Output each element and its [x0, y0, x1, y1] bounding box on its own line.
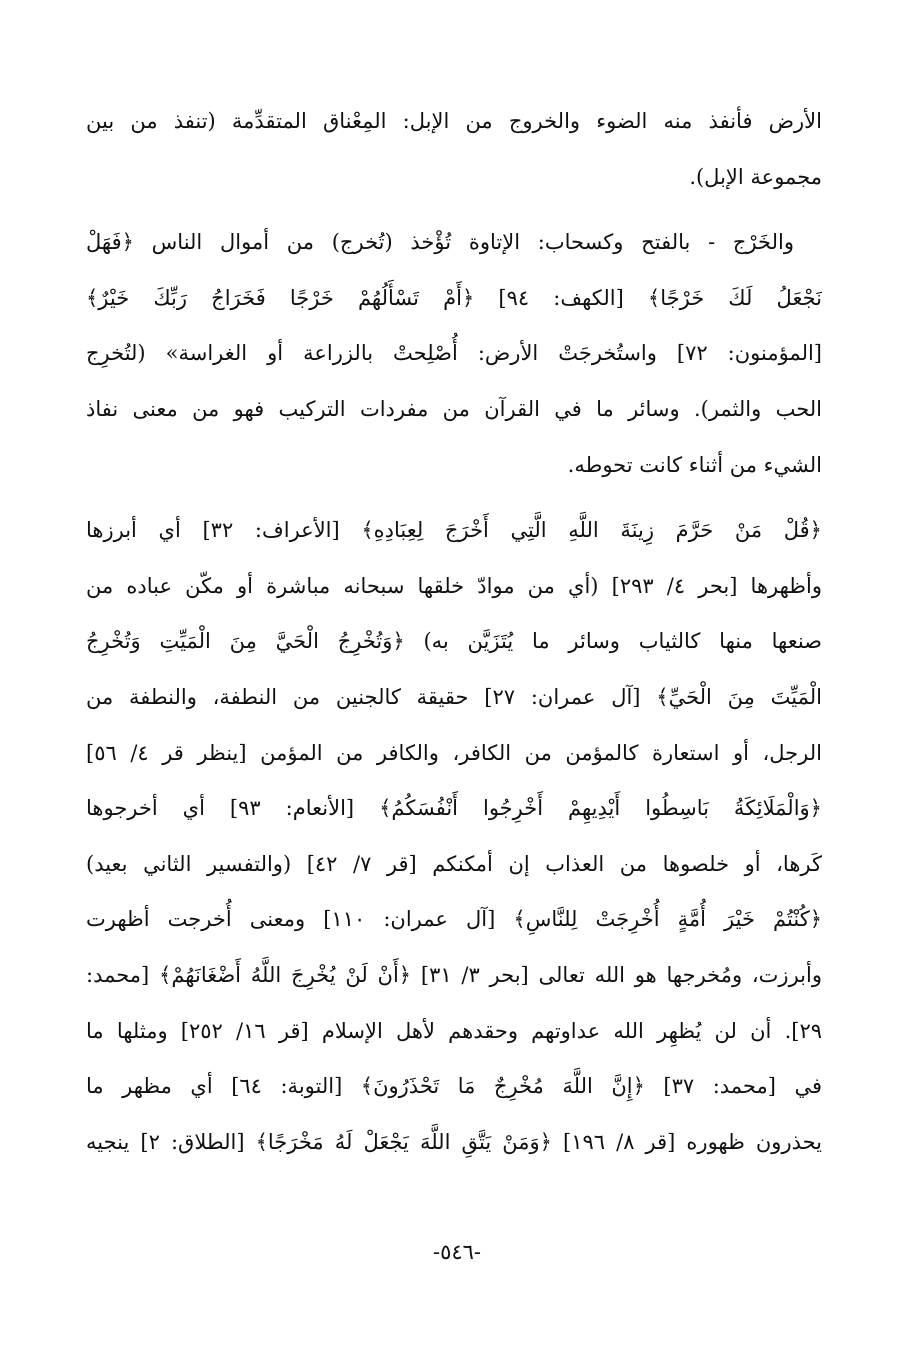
- text-line: الرجل، أو استعارة كالمؤمن من الكافر، والكافر من المؤمن [ينظر قر ٤/ ٥٦]: [86, 740, 822, 765]
- page-number: -٥٤٦-: [432, 1240, 482, 1264]
- text-line: الشيء من أثناء كانت تحوطه.: [567, 452, 822, 477]
- text-line: ﴿وَالْمَلَائِكَةُ بَاسِطُوا أَيْدِيهِمْ أَخْرِجُوا أَنْفُسَكُمُ﴾ [الأنعام: ٩٣] أي أخرجوها: [86, 796, 822, 821]
- text-line: ﴿كُنْتُمْ خَيْرَ أُمَّةٍ أُخْرِجَتْ لِلنَّاسِ﴾ [آل عمران: ١١٠] ومعنى أُخرجت أظهرت: [86, 907, 822, 932]
- text-line: الحب والثمر). وسائر ما في القرآن من مفردات التركيب فهو من معنى نفاذ: [86, 396, 822, 421]
- text-line: وأبرزت، ومُخرجها هو الله تعالى [بحر ٣/ ٣١] ﴿أَنْ لَنْ يُخْرِجَ اللَّهُ أَضْغَانَهُمْ﴾ [محمد:: [86, 962, 822, 987]
- text-line: والخَرْج - بالفتح وكسحاب: الإتاوة تُؤْخذ (تُخرج) من أموال الناس ﴿فَهَلْ: [86, 230, 794, 255]
- text-line: صنعها منها كالثياب وسائر ما يُتَزَيَّن به) ﴿وَتُخْرِجُ الْحَيَّ مِنَ الْمَيِّتِ وَتُخْرِجُ: [86, 629, 822, 654]
- text-line: مجموعة الإبل).: [689, 164, 822, 189]
- text-line: ٢٩]. أن لن يُظهِر الله عداوتهم وحقدهم لأهل الإسلام [قر ١٦/ ٢٥٢] ومثلها ما: [86, 1018, 822, 1043]
- paragraph: [86, 215, 822, 493]
- text-line: كَرها، أو خلصوها من العذاب إن أمكنكم [قر ٧/ ٤٢] (والتفسير الثاني بعيد): [86, 851, 822, 876]
- text-line: الأرض فأنفذ منه الضوء والخروج من الإبل: المِعْناق المتقدِّمة (تنفذ من بين: [86, 109, 822, 133]
- paragraph: [86, 503, 822, 1170]
- text-line: وأظهرها [بحر ٤/ ٢٩٣] (أي من موادّ خلقها سبحانه مباشرة أو مكّن عباده من: [86, 573, 822, 598]
- text-line: في [محمد: ٣٧] ﴿إِنَّ اللَّهَ مُخْرِجٌ مَا تَحْذَرُونَ﴾ [التوبة: ٦٤] أي مظهر ما: [86, 1074, 822, 1099]
- text-line: الْمَيِّتَ مِنَ الْحَيِّ﴾ [آل عمران: ٢٧] حقيقة كالجنين من النطفة، والنطفة من: [86, 684, 822, 709]
- text-line: يحذرون ظهوره [قر ٨/ ١٩٦] ﴿وَمَنْ يَتَّقِ اللَّهَ يَجْعَلْ لَهُ مَخْرَجًا﴾ [الطلاق: ٢] ينجيه: [86, 1129, 822, 1154]
- text-line: ﴿قُلْ مَنْ حَرَّمَ زِينَةَ اللَّهِ الَّتِي أَخْرَجَ لِعِبَادِهِ﴾ [الأعراف: ٣٢] أي أبرزها: [86, 518, 822, 543]
- paragraph-gap: [86, 493, 822, 503]
- paragraph: [86, 94, 822, 205]
- document-body: [86, 94, 822, 1170]
- text-line: نَجْعَلُ لَكَ خَرْجًا﴾ [الكهف: ٩٤] ﴿أَمْ تَسْأَلُهُمْ خَرْجًا فَخَرَاجُ رَبِّكَ خَيْرٌ﴾: [86, 285, 822, 310]
- paragraph-gap: [86, 205, 822, 215]
- text-line: [المؤمنون: ٧٢] واستُخرجَتْ الأرض: أُصْلِحتْ بالزراعة أو الغراسة» (لتُخرِج: [86, 341, 822, 366]
